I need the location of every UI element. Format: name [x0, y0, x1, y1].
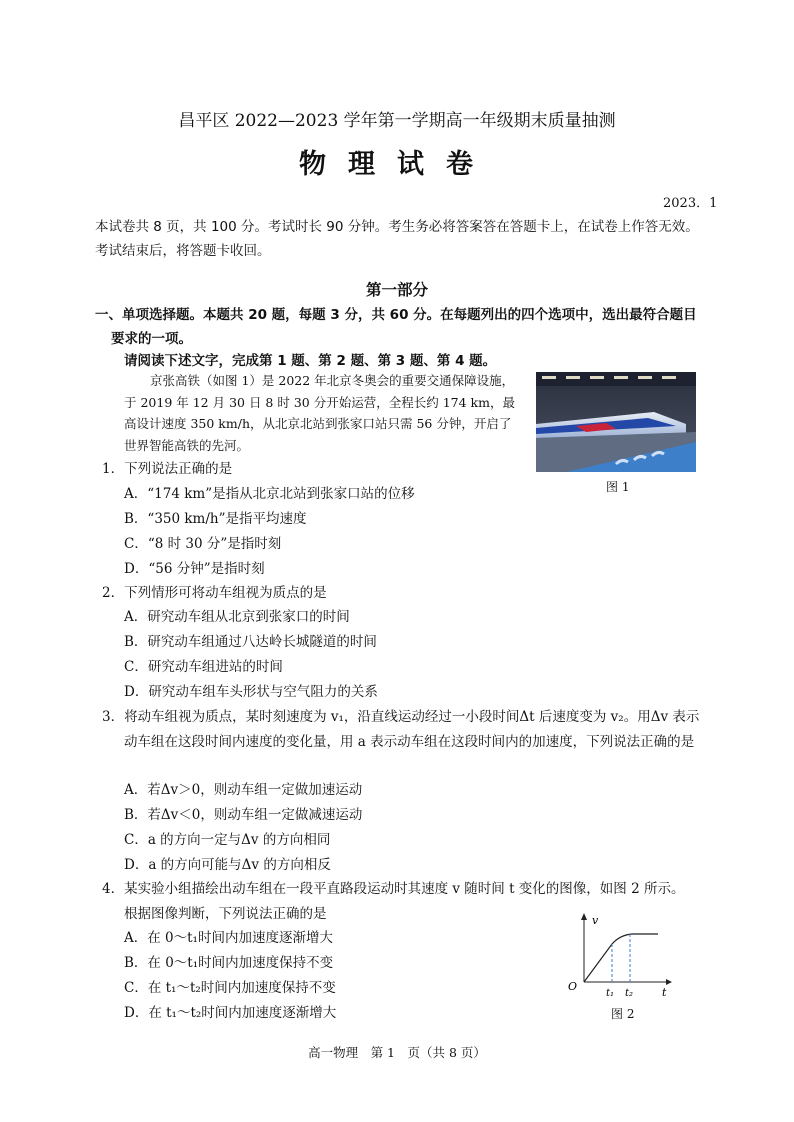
question-1-stem: 1．下列说法正确的是	[102, 461, 233, 477]
question-1-option-b: B．“350 km/h”是指平均速度	[124, 511, 307, 527]
exam-title: 昌平区 2022—2023 学年第一学期高一年级期末质量抽测	[178, 111, 616, 131]
v-axis-label: v	[592, 914, 599, 927]
question-3-option-b: B．若Δv＜0，则动车组一定做减速运动	[124, 807, 363, 823]
question-3-stem: 3．将动车组视为质点，某时刻速度为 v₁，沿直线运动经过一小段时间Δt 后速度变为 v₂。用Δv 表示动车组在这段时间内速度的变化量，用 a 表示动车组在这段时间内的加速度，下列说法正确的是	[102, 709, 700, 750]
page-footer: 高一物理 第 1 页（共 8 页）	[308, 1045, 486, 1060]
question-1-option-d: D．“56 分钟”是指时刻	[124, 561, 265, 577]
question-4-stem: 4．某实验小组描绘出动车组在一段平直路段运动时其速度 v 随时间 t 变化的图像，如图 2 所示。	[102, 881, 685, 897]
question-1-option-c: C．“8 时 30 分”是指时刻	[124, 536, 282, 552]
figure-1-caption: 图 1	[606, 480, 630, 494]
figure-2-caption: 图 2	[611, 1007, 635, 1021]
question-1-option-a: A．“174 km”是指从北京北站到张家口站的位移	[124, 486, 415, 502]
v-axis-arrow	[581, 913, 587, 920]
question-2-option-a: A．研究动车组从北京到张家口的时间	[124, 609, 350, 625]
t1-label: t₁	[606, 988, 615, 999]
velocity-curve	[584, 934, 658, 982]
figure-2-vt-graph	[566, 910, 696, 1002]
section-heading: 一、单项选择题。本题共 20 题，每题 3 分，共 60 分。在每题列出的四个选项中，选出最符合题目要求的一项。	[95, 307, 697, 347]
question-3-option-c: C．a 的方向一定与Δv 的方向相同	[124, 832, 331, 848]
question-2-stem: 2．下列情形可将动车组视为质点的是	[102, 585, 327, 601]
origin-label: O	[568, 980, 578, 993]
exam-date: 2023．1	[663, 196, 718, 211]
question-4-stem-cont: 根据图像判断，下列说法正确的是	[124, 906, 327, 922]
question-4-option-c: C．在 t₁～t₂时间内加速度保持不变	[124, 980, 336, 996]
question-3-option-d: D．a 的方向可能与Δv 的方向相反	[124, 857, 331, 873]
part-title: 第一部分	[365, 281, 428, 299]
reading-passage: 京张高铁（如图 1）是 2022 年北京冬奥会的重要交通保障设施，于 2019 年 12 月 30 日 8 时 30 分开始运营，全程长约 174 km，最高设计速度 350 km/h，从北京北站到张家口站只需 56 分钟，开启了世界智能高铁的先河。	[124, 373, 515, 453]
question-2-option-b: B．研究动车组通过八达岭长城隧道的时间	[124, 634, 377, 650]
question-3-option-a: A．若Δv＞0，则动车组一定做加速运动	[124, 782, 363, 798]
figure-1-train-photo	[536, 372, 696, 472]
subject-title: 物理试卷	[299, 149, 495, 180]
vt-graph-svg	[566, 910, 696, 1002]
t2-label: t₂	[625, 988, 634, 999]
question-2-option-c: C．研究动车组进站的时间	[124, 659, 283, 675]
question-4-option-d: D．在 t₁～t₂时间内加速度逐渐增大	[124, 1005, 337, 1021]
reading-instruction: 请阅读下述文字，完成第 1 题、第 2 题、第 3 题、第 4 题。	[124, 353, 497, 369]
train-photo-illustration	[536, 372, 696, 472]
t-axis-arrow	[666, 979, 672, 985]
question-2-option-d: D．研究动车组车头形状与空气阻力的关系	[124, 684, 378, 700]
question-4-option-a: A．在 0～t₁时间内加速度逐渐增大	[124, 930, 333, 946]
question-4-option-b: B．在 0～t₁时间内加速度保持不变	[124, 955, 334, 971]
exam-instructions: 本试卷共 8 页，共 100 分。考试时长 90 分钟。考生务必将答案答在答题卡上，在试卷上作答无效。考试结束后，将答题卡收回。	[95, 219, 699, 259]
t-axis-label: t	[662, 986, 667, 999]
